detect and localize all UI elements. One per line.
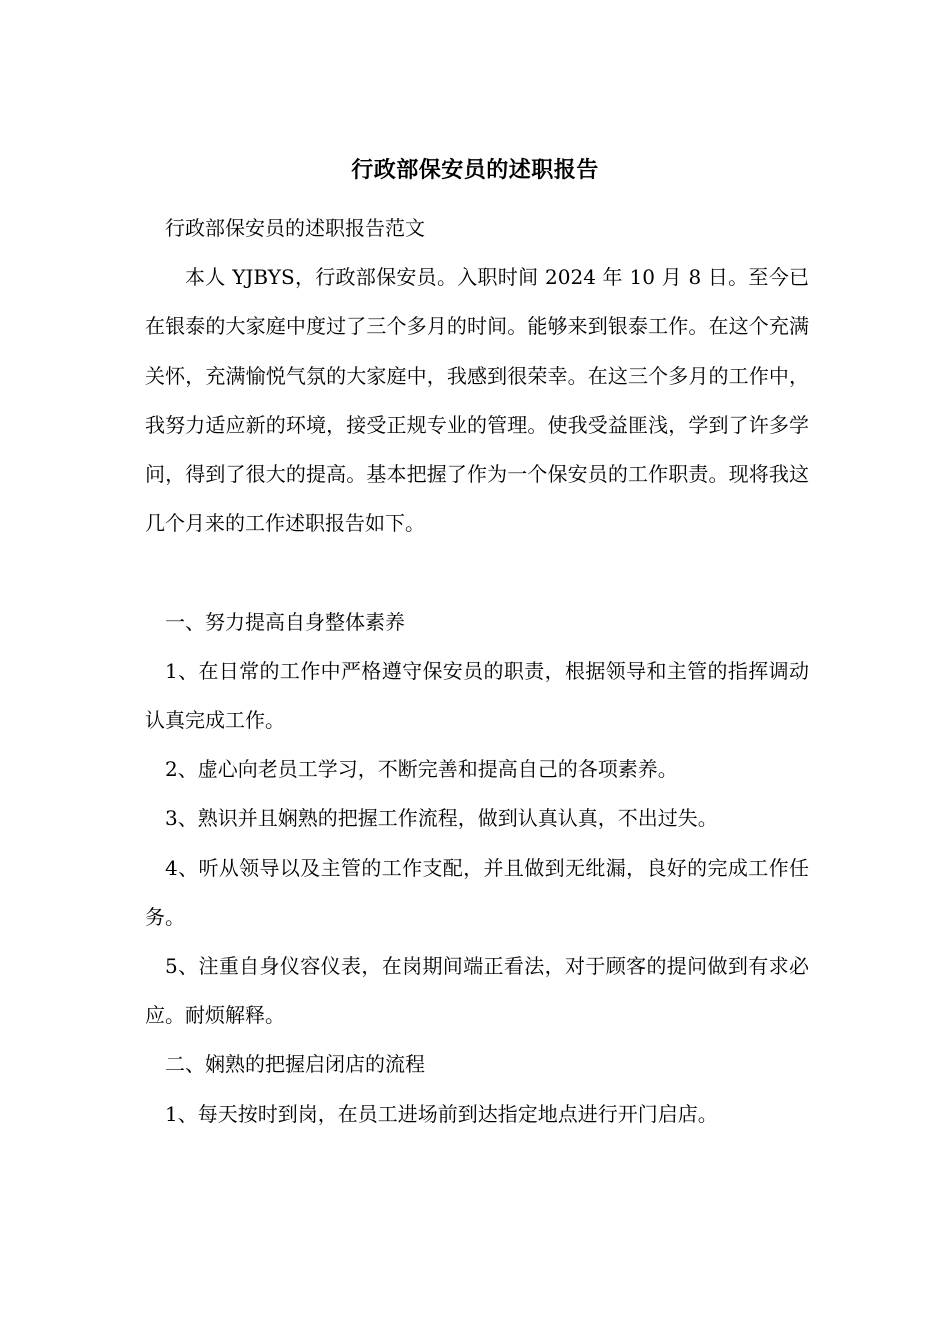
document-title: 行政部保安员的述职报告 (351, 157, 599, 183)
list-item: 2、虚心向老员工学习，不断完善和提高自己的各项素养。 (165, 757, 678, 782)
list-item: 4、听从领导以及主管的工作支配，并且做到无纰漏，良好的完成工作任务。 (145, 855, 809, 929)
section-heading-1: 一、努力提高自身整体素养 (165, 609, 405, 634)
list-item: 5、注重自身仪容仪表，在岗期间端正看法，对于顾客的提问做到有求必应。耐烦解释。 (145, 954, 809, 1028)
list-item: 1、在日常的工作中严格遵守保安员的职责，根据领导和主管的指挥调动认真完成工作。 (145, 658, 809, 733)
document-body (145, 204, 809, 1139)
intro-paragraph: 本人 YJBYS，行政部保安员。入职时间 2024 年 10 月 8 日。至今已在银泰的大家庭中度过了三个多月的时间。能够来到银泰工作。在这个充满关怀，充满愉悦气氛的大家庭中，我感到很荣幸。在这三个多月的工作中，我努力适应新的环境，接受正规专业的管理。使我受益匪浅，学到了许多学问，得到了很大的提高。基本把握了作为一个保安员的工作职责。现将我这几个月来的工作述职报告如下。 (145, 265, 809, 536)
document-subtitle: 行政部保安员的述职报告范文 (165, 216, 425, 240)
section-heading-2: 二、娴熟的把握启闭店的流程 (165, 1052, 425, 1077)
list-item: 1、每天按时到岗，在员工进场前到达指定地点进行开门启店。 (165, 1101, 718, 1126)
list-item: 3、熟识并且娴熟的把握工作流程，做到认真认真，不出过失。 (165, 806, 718, 831)
paragraph-gap (145, 548, 809, 597)
